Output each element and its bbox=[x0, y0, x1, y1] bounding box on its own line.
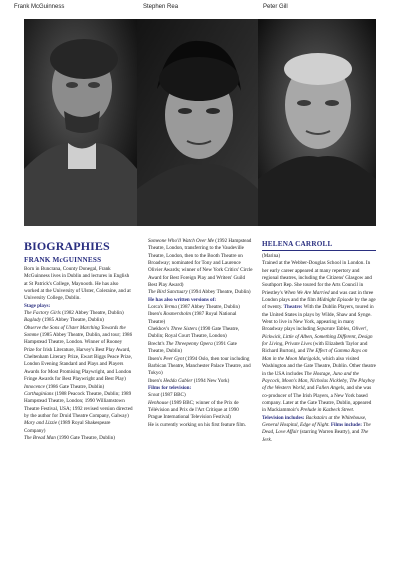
credit-entry: The Factory Girls (1982 Abbey Theatre, Dublin) bbox=[24, 310, 124, 317]
biography-column-2 bbox=[148, 238, 254, 429]
credit-entry: Baglady (1985 Abbey Theatre, Dublin) bbox=[24, 317, 104, 324]
version-entry: Chekhov's Three Sisters (1990 Gate Theatre, Dublin; Royal Court Theatre, London) bbox=[148, 326, 240, 340]
credit-entry: Someone Who'll Watch Over Me (1992 Hampstead Theatre, London, transferring to the Vaudeville Theatre, London, then to the Booth Theatre on Broadway; nominated for Tony and Laurence Olivier Awards; winner of New York Critics' Circle Award for Best Foreign Play and Writers' Guild Best Play Award) bbox=[148, 238, 253, 289]
version-entry: Ibsen's Peer Gynt (1994 Oslo, then tour including Barbican Theatre, Manchester Palace Theatre, and Tokyo) bbox=[148, 355, 251, 377]
section-label-theatre: Theatre: bbox=[283, 304, 303, 311]
credit-entry: The Bird Sanctuary (1994 Abbey Theatre, Dublin) bbox=[148, 289, 251, 296]
heading-rule bbox=[262, 250, 376, 251]
closing-note: He is currently working on his first feature film. bbox=[148, 421, 247, 428]
section-label-tv-films: Films for television: bbox=[148, 384, 192, 391]
biography-column-3 bbox=[262, 240, 376, 444]
caption-stephen-rea: Stephen Rea bbox=[143, 4, 179, 10]
version-entry: Ibsen's Rosmersholm (1987 Royal National Theatre) bbox=[148, 311, 237, 325]
name-heading-helena: HELENA CARROLL bbox=[262, 240, 333, 248]
credit-entry: Mary and Lizzie (1989 Royal Shakespeare Company) bbox=[24, 420, 111, 434]
caption-frank-mcguinness: Frank McGuinness bbox=[14, 4, 65, 10]
credit-entry: Scout (1987 BBC) bbox=[148, 392, 186, 399]
credit-entry: Observe the Sons of Ulster Marching Towards the Somme (1985 Abbey Theatre, Dublin, and tour; 1986 Hampstead Theatre, London. Winner of Rooney Prize for Irish Literature, Harvey's Best Play Award, Cheltenham Literary Prize, Ewart Biggs Peace Prize, London Evening Standard and Plays and Players Awards for Most Promising Playwright, and London Fringe Awards for Best Playwright and Best Play) bbox=[24, 324, 133, 383]
section-label-stage-plays: Stage plays: bbox=[24, 302, 51, 309]
portrait-photo-frank-mcguinness bbox=[24, 19, 137, 226]
version-entry: Lorca's Yerma (1987 Abbey Theatre, Dublin) bbox=[148, 304, 240, 311]
bio-intro: Born in Buncrana, County Donegal, Frank McGuinness lives in Dublin and lectures in English at St Patrick's College, Maynooth. He has also worked at the University of Ulster, Coleraine, and at University College, Dublin. bbox=[24, 266, 131, 302]
portrait-photo-stephen-rea bbox=[137, 19, 258, 226]
version-entry: Brecht's The Threepenny Opera (1991 Gate Theatre, Dublin) bbox=[148, 340, 237, 355]
portrait-photo-peter-gill bbox=[258, 19, 376, 226]
credit-entry: Innocence (1986 Gate Theatre, Dublin) bbox=[24, 383, 105, 390]
credit-entry: Carthaginians (1988 Peacock Theatre, Dublin; 1989 Hampstead Theatre, London; 1990 Williamstown Theatre Festival, USA; 1992 revised version directed by the author for Druid Theatre Company, Galway) bbox=[24, 390, 133, 419]
helena-bio-text: Trained at the Webber-Douglas School in London. In her early career appeared at many repertory and regional theatres, including the Citizens' Glasgow and Southport Rep. She toured for the Arts Council in Priestley's When We Are Married and was cast in three London plays and the film Midnight Episode by the age of twenty. Theatre: With the Dublin Players, toured in the United States in plays by Wilde, Shaw and Synge. Went to live in New York, appearing in many Broadway plays including Separate Tables, Oliver!, Pickwick, Little of Alben, Something Different, Design for Living, Private Lives (with Elizabeth Taylor and Richard Burton), and The Effect of Gamma Rays on Man in the Moon Marigolds, which also visited Washington and the Gate Theatre, Dublin. Other theatre in the USA includes The Hostage, Juno and the Paycock, Moon's Man, Nicholas Nickleby, The Playboy of the Western World, and Fallen Angels, and she was co-producer of The Irish Players, a New York based company. Later at the Gate Theatre, Dublin, appeared in Mackiammoir's Prelude in Kazbeck Street. Television includes: Backstairs at the Whitehouse, General Hospital, Edge of Night. Films include: The Dead, Love Affair (starring Warren Beatty), and The Jerk. bbox=[262, 260, 376, 443]
caption-peter-gill: Peter Gill bbox=[263, 4, 288, 10]
section-label-versions: He has also written versions of: bbox=[148, 296, 217, 303]
page-heading: BIOGRAPHIES bbox=[24, 239, 110, 253]
section-label-television: Television includes: bbox=[262, 414, 305, 421]
biography-column-1 bbox=[24, 240, 133, 442]
version-entry: Ibsen's Hedda Gabler (1994 New York) bbox=[148, 377, 230, 384]
credit-entry: The Bread Man (1990 Gate Theatre, Dublin) bbox=[24, 434, 115, 441]
credit-entry: Henhouse (1989 BBC; winner of the Prix de Télévision and Prix de l'Art Critique at 1990 Prague International Television Festival) bbox=[148, 399, 239, 421]
section-label-films: Films include: bbox=[329, 421, 362, 428]
photo-captions bbox=[0, 4, 405, 18]
name-heading-frank: FRANK McGUINNESS bbox=[24, 256, 102, 264]
role-label: (Marina) bbox=[262, 253, 281, 259]
